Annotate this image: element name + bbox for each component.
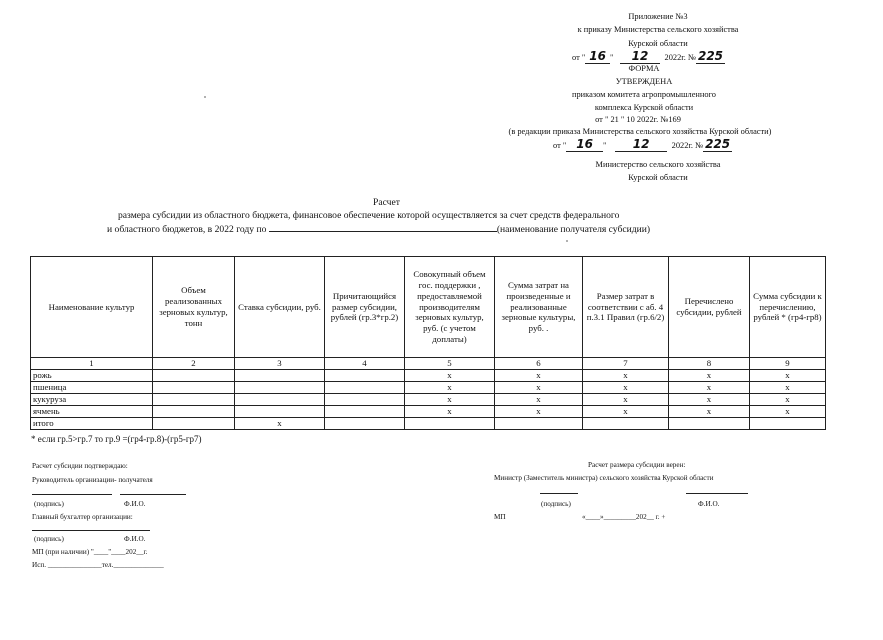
scan-dot [204,96,206,98]
subsidy-table [30,256,826,430]
order-quote: " [602,141,607,150]
table-cell: x [669,406,750,418]
table-cell: x [495,406,583,418]
order-date-line-2 [553,137,732,151]
column-number: 2 [153,358,235,370]
recipient-blank [269,222,497,232]
header-cell: Совокупный объем гос. поддержки , предоставляемой производителям зерновых культур, руб. (с учетом доплаты) [405,257,495,358]
annex-number: Приложение №3 [628,12,688,21]
table-cell [153,406,235,418]
table-cell [325,406,405,418]
header-cell: Сумма затрат на произведенные и реализованные зерновые культуры, руб. . [495,257,583,358]
signature-caption: (подпись) [34,500,64,508]
column-number: 3 [235,358,325,370]
table-cell [235,406,325,418]
table-cell: x [583,370,669,382]
stamp-label: МП [494,513,506,521]
total-row [31,418,826,430]
footnote: * если гр.5>гр.7 то гр.9 =(гр4-гр.8)-(гр5-гр7) [31,434,202,444]
minister-label: Министр (Заместитель министра) сельского хозяйства Курской области [494,474,714,482]
order-year: 2022г. № [664,53,696,62]
handwritten-month: 12 [615,137,668,152]
header-cell: Причитающийся размер субсидии, рублей (гр.3*гр.2) [325,257,405,358]
table-cell: x [750,382,826,394]
document-title: Расчет [373,197,400,208]
handwritten-number: 225 [697,49,724,63]
order-date-line-1 [572,49,725,63]
ministry-line-2: Курской области [628,173,688,182]
annex-order-ref: к приказу Министерства сельского хозяйства [577,25,739,34]
minister-signature-caption: (подпись) [541,500,571,508]
crop-name: ячмень [31,406,153,418]
table-cell: x [405,406,495,418]
table-row [31,370,826,382]
table-cell [235,370,325,382]
header-cell: Сумма субсидии к перечислению, рублей * (гр4-гр8) [750,257,826,358]
table-cell [495,418,583,430]
column-number: 9 [750,358,826,370]
table-cell: x [750,370,826,382]
table-row [31,382,826,394]
form-label: ФОРМА [628,64,660,73]
table-cell [583,418,669,430]
table-cell: x [583,406,669,418]
table-cell: x [583,382,669,394]
verified-label: Расчет размера субсидии верен: [588,461,686,469]
handwritten-number: 225 [705,137,731,151]
column-number: 8 [669,358,750,370]
table-cell [405,418,495,430]
table-cell [325,370,405,382]
header-cell: Наименование культур [31,257,153,358]
header-cell: Размер затрат в соответствии с аб. 4 п.3.1 Правил (гр.6/2) [583,257,669,358]
crop-name: кукуруза [31,394,153,406]
table-row [31,406,826,418]
minister-fio-caption: Ф.И.О. [698,500,720,508]
table-cell: x [495,382,583,394]
table-cell: x [750,394,826,406]
column-number: 1 [31,358,153,370]
order-year: 2022г. № [671,141,704,150]
approved-by-2: комплекса Курской области [594,103,694,112]
table-cell: x [583,394,669,406]
accountant-line [32,530,150,531]
table-row [31,394,826,406]
approved-label: УТВЕРЖДЕНА [615,77,673,86]
subtitle-text: и областного бюджетов, в 2022 году по [107,224,269,235]
crop-name: рожь [31,370,153,382]
table-cell [153,382,235,394]
order-quote: " [609,53,614,62]
handwritten-day: 16 [566,137,603,152]
handwritten-month: 12 [620,49,661,64]
accountant-label: Главный бухгалтер организации: [32,513,133,521]
header-cell: Ставка субсидии, руб. [235,257,325,358]
scan-dot [566,240,568,242]
executor-line: Исп. _______________тел.______________ [32,561,164,569]
minister-fio-line [686,493,748,494]
table-cell: x [495,394,583,406]
verification-date: «____»_________202__ г. + [582,513,666,521]
minister-signature-line [540,493,578,494]
header-cell: Объем реализованных зерновых культур, тонн [153,257,235,358]
fio-line [120,494,186,495]
column-number: 6 [495,358,583,370]
annex-region: Курской области [628,39,688,48]
table-cell [153,370,235,382]
order-prefix: от " [572,53,586,62]
fio-caption: Ф.И.О. [124,500,146,508]
table-cell [325,394,405,406]
table-cell: x [495,370,583,382]
approved-by-1: приказом комитета агропромышленного [572,90,716,99]
table-cell [325,418,405,430]
column-number: 4 [325,358,405,370]
handwritten-day: 16 [585,49,610,64]
head-label: Руководитель организации- получателя [32,476,153,484]
table-cell [153,418,235,430]
confirm-label: Расчет субсидии подтверждаю: [32,462,128,470]
table-cell: x [669,394,750,406]
crop-name: пшеница [31,382,153,394]
stamp-date-line: МП (при наличии) "____"____202__г. [32,548,148,556]
table-cell: x [235,418,325,430]
total-label: итого [31,418,153,430]
table-cell: x [669,382,750,394]
table-cell [235,382,325,394]
ministry-line-1: Министерство сельского хозяйства [595,160,721,169]
fio-caption-2: Ф.И.О. [124,535,146,543]
table-cell: x [750,406,826,418]
table-cell [235,394,325,406]
approved-date: от " 21 " 10 2022г. №169 [595,115,681,124]
column-number: 7 [583,358,669,370]
document-subtitle: размера субсидии из областного бюджета, финансовое обеспечение которой осуществляется за счет средств федерального [118,210,620,221]
table-cell: x [669,370,750,382]
table-cell: x [405,370,495,382]
table-cell [750,418,826,430]
table-cell [153,394,235,406]
column-number-row [31,358,826,370]
signature-caption-2: (подпись) [34,535,64,543]
column-number: 5 [405,358,495,370]
order-prefix: от " [553,141,567,150]
table-cell [325,382,405,394]
table-cell: x [405,382,495,394]
document-subtitle-2 [107,222,650,235]
table-header-row [31,257,826,358]
table-cell: x [405,394,495,406]
edition-note: (в редакции приказа Министерства сельского хозяйства Курской области) [508,127,772,136]
table-cell [669,418,750,430]
header-cell: Перечислено субсидии, рублей [669,257,750,358]
signature-line [32,494,112,495]
recipient-caption: (наименование получателя субсидии) [496,224,651,235]
